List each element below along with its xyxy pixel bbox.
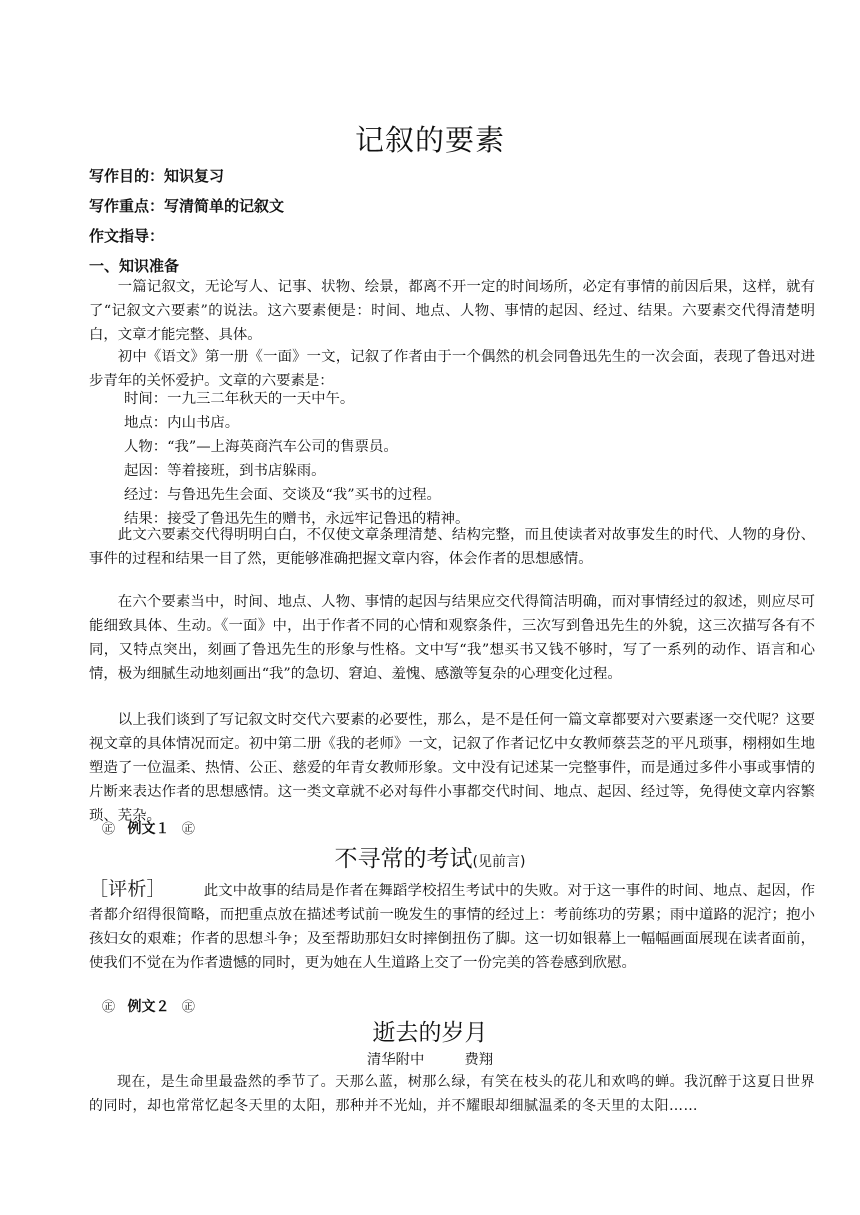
paragraph-1: 一篇记叙文，无论写人、记事、状物、绘景，都离不开一定的时间场所，必定有事情的前因后果，这样，就有了“记叙文六要素”的说法。这六要素便是：时间、地点、人物、事情的起因、经过、结果。六要素交代得清楚明白，文章才能完整、具体。 bbox=[89, 279, 815, 343]
commentary-text: 此文中故事的结局是作者在舞蹈学校招生考试中的失败。对于这一事件的时间、地点、起因，作者都介绍得很简略，而把重点放在描述考试前一晚发生的事情的经过上：考前练功的劳累；雨中道路的泥泞；抱小孩妇女的艰难；作者的思想斗争；及至帮助那妇女时摔倒扭伤了脚。这一切如银幕上一幅幅画面展现在读者面前，使我们不觉在为作者遗憾的同时，更为她在人生道路上交了一份完美的答卷感到欣慰。 bbox=[89, 883, 815, 971]
article-note: (见前言) bbox=[472, 854, 526, 870]
page-title: 记叙的要素 bbox=[354, 123, 505, 157]
sample-1-label bbox=[94, 818, 203, 838]
commentary-tag: ［评析］ bbox=[89, 878, 166, 900]
element-process: 经过：与鲁迅先生会面、交谈及“我”买书的过程。 bbox=[124, 487, 441, 503]
paragraph-4: 在六个要素当中，时间、地点、人物、事情的起因与结果应交代得简洁明确，而对事情经过的叙述，则应尽可能细致具体、生动。《一面》中，出于作者不同的心情和观察条件，三次写到鲁迅先生的外貌，这三次描写各有不同，又特点突出，刻画了鲁迅先生的形象与性格。文中写“我”想买书又钱不够时，写了一系列的动作、语言和心情，极为细腻生动地刻画出“我”的急切、窘迫、羞愧、感激等复杂的心理变化过程。 bbox=[89, 594, 815, 682]
element-result: 结果：接受了鲁迅先生的赠书，永远牢记鲁迅的精神。 bbox=[124, 511, 470, 527]
element-place: 地点：内山书店。 bbox=[124, 415, 240, 431]
writing-purpose: 写作目的：知识复习 bbox=[89, 167, 225, 185]
sample-symbol-icon: ㊣ bbox=[181, 822, 195, 837]
element-time: 时间：一九三二年秋天的一天中午。 bbox=[124, 391, 355, 407]
article-2-title: 逝去的岁月 bbox=[372, 1020, 488, 1046]
article-1-title bbox=[0, 840, 860, 873]
article-title-text: 不寻常的考试 bbox=[334, 846, 473, 872]
sample-2-label bbox=[94, 996, 203, 1016]
sample-label: 例文１ bbox=[127, 821, 170, 837]
author-name: 费翔 bbox=[464, 1052, 494, 1068]
writing-guide: 作文指导： bbox=[89, 227, 165, 245]
sample-symbol-icon: ㊣ bbox=[181, 1000, 195, 1015]
writing-focus: 写作重点：写清简单的记叙文 bbox=[89, 197, 285, 215]
element-cause: 起因：等着接班，到书店躲雨。 bbox=[124, 463, 326, 479]
sample-symbol-icon: ㊣ bbox=[102, 1000, 116, 1015]
commentary bbox=[89, 877, 815, 975]
sample-symbol-icon: ㊣ bbox=[102, 822, 116, 837]
paragraph-2: 初中《语文》第一册《一面》一文，记叙了作者由于一个偶然的机会同鲁迅先生的一次会面，表现了鲁迅对进步青年的关怀爱护。文章的六要素是： bbox=[89, 349, 815, 389]
article-2-excerpt: 现在，是生命里最盎然的季节了。天那么蓝，树那么绿，有笑在枝头的花儿和欢鸣的蝉。我沉醉于这夏日世界的同时，却也常常忆起冬天里的太阳，那种并不光灿，并不耀眼却细腻温柔的冬天里的太阳…… bbox=[89, 1074, 815, 1114]
paragraph-3: 此文六要素交代得明明白白，不仅使文章条理清楚、结构完整，而且使读者对故事发生的时代、人物的身份、事件的过程和结果一目了然，更能够准确把握文章内容，体会作者的思想感情。 bbox=[89, 527, 815, 567]
section-heading: 一、知识准备 bbox=[89, 257, 180, 275]
element-person: 人物：“我”—上海英商汽车公司的售票员。 bbox=[124, 439, 398, 455]
paragraph-5: 以上我们谈到了写记叙文时交代六要素的必要性，那么，是不是任何一篇文章都要对六要素逐一交代呢？这要视文章的具体情况而定。初中第二册《我的老师》一文，记叙了作者记忆中女教师蔡芸芝的平凡琐事，栩栩如生地塑造了一位温柔、热情、公正、慈爱的年青女教师形象。文中没有记述某一完整事件，而是通过多件小事或事情的片断来表达作者的思想感情。这一类文章就不必对每件小事都交代时间、地点、起因、经过等，免得使文章内容繁琐、芜杂。 bbox=[89, 712, 815, 824]
article-2-byline bbox=[0, 1048, 860, 1069]
author-school: 清华附中 bbox=[366, 1052, 425, 1068]
sample-label: 例文２ bbox=[127, 999, 170, 1015]
